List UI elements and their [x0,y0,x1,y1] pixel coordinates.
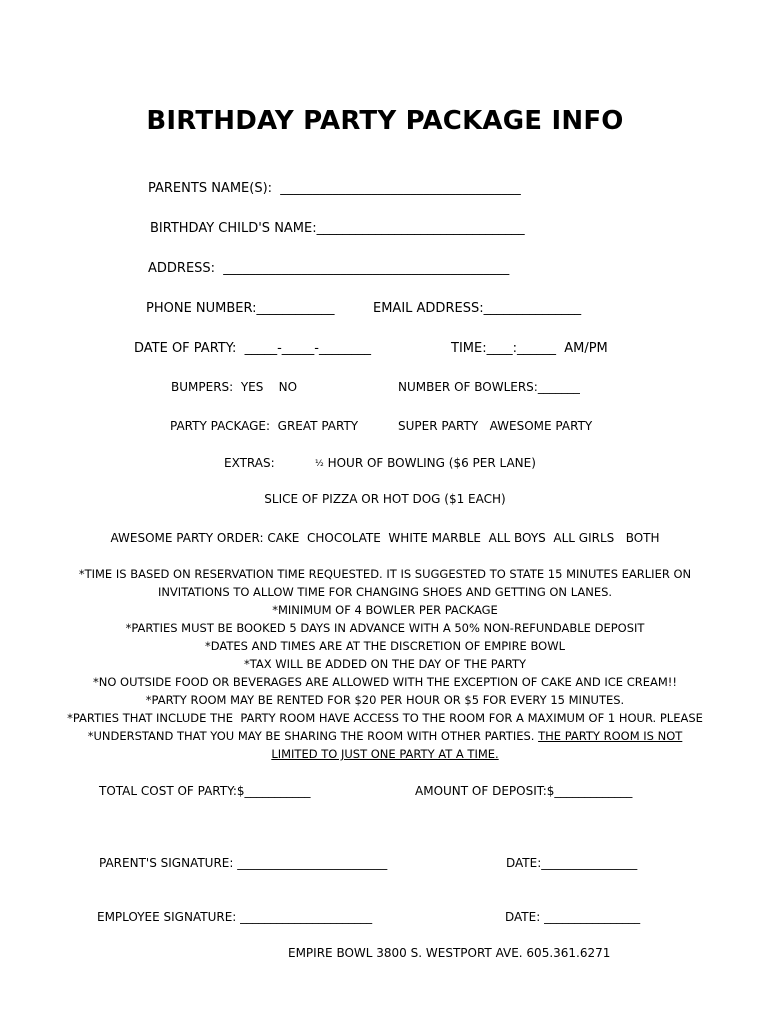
party-package-options[interactable]: SUPER PARTY AWESOME PARTY [398,419,593,433]
note-line: *PARTIES THAT INCLUDE THE PARTY ROOM HAVE ACCESS TO THE ROOM FOR A MAXIMUM OF 1 HOUR. PLEASE [67,711,703,725]
bowlers-field[interactable]: NUMBER OF BOWLERS:_______ [398,380,580,394]
note-line: *MINIMUM OF 4 BOWLER PER PACKAGE [272,603,498,617]
note-line: *TIME IS BASED ON RESERVATION TIME REQUESTED. IT IS SUGGESTED TO STATE 15 MINUTES EARLIER ON [78,567,692,581]
address-field[interactable]: ADDRESS: ____________________________________________ [148,261,510,276]
extras-label: EXTRAS: [224,456,275,470]
half-fraction: ½ [315,459,324,469]
extras-pizza-option[interactable]: SLICE OF PIZZA OR HOT DOG ($1 EACH) [264,492,506,506]
email-field[interactable]: EMAIL ADDRESS:_______________ [373,301,582,316]
extras-bowling-option[interactable] [315,457,536,469]
note-line [0,731,770,743]
note-line: *TAX WILL BE ADDED ON THE DAY OF THE PARTY [243,657,527,671]
employee-date-field[interactable]: DATE: ________________ [505,910,641,924]
parents-names-field[interactable]: PARENTS NAME(S): _____________________________________ [148,181,521,196]
note-line: *PARTY ROOM MAY BE RENTED FOR $20 PER HOUR OR $5 FOR EVERY 15 MINUTES. [145,693,625,707]
bumpers-option[interactable]: BUMPERS: YES NO [171,380,298,394]
date-of-party-field[interactable]: DATE OF PARTY: _____-_____-________ [134,341,371,356]
deposit-field[interactable]: AMOUNT OF DEPOSIT:$_____________ [415,784,633,798]
parent-signature-field[interactable]: PARENT'S SIGNATURE: _________________________ [99,856,388,870]
party-package-label: PARTY PACKAGE: GREAT PARTY [170,419,359,433]
footer-address: EMPIRE BOWL 3800 S. WESTPORT AVE. 605.361.6271 [288,946,611,960]
note-text: *UNDERSTAND THAT YOU MAY BE SHARING THE ROOM WITH OTHER PARTIES. [87,729,539,743]
parent-date-field[interactable]: DATE:________________ [506,856,638,870]
time-field[interactable]: TIME:____:______ AM/PM [451,341,608,356]
page-title: BIRTHDAY PARTY PACKAGE INFO [146,106,624,136]
note-underlined-text: THE PARTY ROOM IS NOT [538,729,683,743]
extras-bowling-text: HOUR OF BOWLING ($6 PER LANE) [327,456,536,470]
note-line: *DATES AND TIMES ARE AT THE DISCRETION OF EMPIRE BOWL [204,639,565,653]
note-line: *PARTIES MUST BE BOOKED 5 DAYS IN ADVANCE WITH A 50% NON-REFUNDABLE DEPOSIT [125,621,645,635]
note-line: *NO OUTSIDE FOOD OR BEVERAGES ARE ALLOWED WITH THE EXCEPTION OF CAKE AND ICE CREAM!! [92,675,678,689]
note-line: INVITATIONS TO ALLOW TIME FOR CHANGING SHOES AND GETTING ON LANES. [157,585,613,599]
employee-signature-field[interactable]: EMPLOYEE SIGNATURE: ______________________ [97,910,373,924]
note-underlined-line: LIMITED TO JUST ONE PARTY AT A TIME. [271,747,499,761]
child-name-field[interactable]: BIRTHDAY CHILD'S NAME:________________________________ [150,221,525,236]
phone-field[interactable]: PHONE NUMBER:____________ [146,301,335,316]
total-cost-field[interactable]: TOTAL COST OF PARTY:$___________ [99,784,311,798]
awesome-party-order[interactable]: AWESOME PARTY ORDER: CAKE CHOCOLATE WHITE MARBLE ALL BOYS ALL GIRLS BOTH [110,531,660,545]
